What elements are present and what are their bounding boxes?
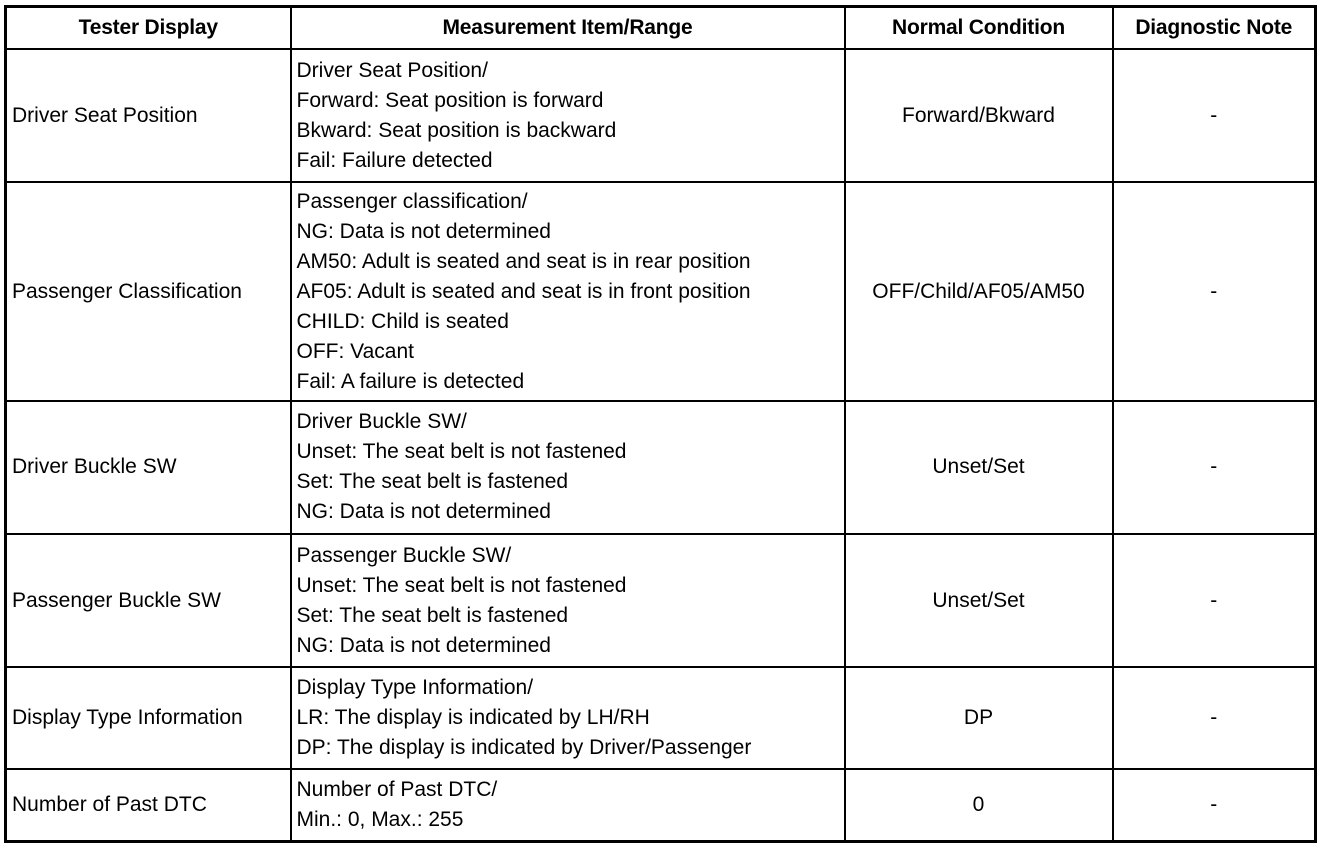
- measurement-cell: [291, 49, 845, 182]
- measurement-line: Passenger classification/: [296, 189, 528, 213]
- tester-display-cell: Driver Seat Position: [6, 49, 291, 182]
- normal-condition-cell: Forward/Bkward: [845, 49, 1113, 182]
- measurement-line: Set: The seat belt is fastened: [296, 470, 569, 494]
- measurement-line: Unset: The seat belt is not fastened: [296, 573, 627, 597]
- normal-condition-cell: OFF/Child/AF05/AM50: [845, 182, 1113, 401]
- measurement-line: NG: Data is not determined: [296, 219, 551, 243]
- table-row: [6, 182, 1316, 401]
- tester-display-cell: Display Type Information: [6, 667, 291, 769]
- diagnostic-note-cell: -: [1113, 401, 1316, 534]
- normal-condition-cell: DP: [845, 667, 1113, 769]
- measurement-line: Forward: Seat position is forward: [296, 88, 604, 112]
- tester-display-cell: Number of Past DTC: [6, 769, 291, 841]
- table-row: [6, 49, 1316, 182]
- measurement-line: OFF: Vacant: [296, 339, 414, 363]
- tester-display-cell: Passenger Classification: [6, 182, 291, 401]
- header-tester-display: Tester Display: [6, 7, 291, 50]
- measurement-cell: [291, 182, 845, 401]
- measurement-line: Bkward: Seat position is backward: [296, 118, 617, 142]
- measurement-cell: [291, 769, 845, 841]
- measurement-cell: [291, 667, 845, 769]
- measurement-line: Set: The seat belt is fastened: [296, 603, 569, 627]
- table-row: [6, 401, 1316, 534]
- measurement-line: Driver Buckle SW/: [296, 410, 467, 434]
- tester-data-table: [4, 5, 1317, 843]
- measurement-line: Fail: Failure detected: [296, 148, 493, 172]
- measurement-line: Passenger Buckle SW/: [296, 543, 512, 567]
- diagnostic-note-cell: -: [1113, 769, 1316, 841]
- table-row: [6, 667, 1316, 769]
- measurement-line: NG: Data is not determined: [296, 500, 551, 524]
- normal-condition-cell: Unset/Set: [845, 401, 1113, 534]
- measurement-line: Display Type Information/: [296, 676, 534, 700]
- measurement-line: Unset: The seat belt is not fastened: [296, 440, 627, 464]
- measurement-line: Min.: 0, Max.: 255: [296, 808, 464, 832]
- tester-display-cell: Driver Buckle SW: [6, 401, 291, 534]
- normal-condition-cell: 0: [845, 769, 1113, 841]
- diagnostic-note-cell: -: [1113, 49, 1316, 182]
- diagnostic-note-cell: -: [1113, 534, 1316, 667]
- table-row: [6, 769, 1316, 841]
- measurement-line: LR: The display is indicated by LH/RH: [296, 706, 650, 730]
- tester-display-cell: Passenger Buckle SW: [6, 534, 291, 667]
- header-measurement-item-range: Measurement Item/Range: [291, 7, 845, 50]
- header-diagnostic-note: Diagnostic Note: [1113, 7, 1316, 50]
- measurement-line: AF05: Adult is seated and seat is in front position: [296, 279, 751, 303]
- measurement-line: DP: The display is indicated by Driver/Passenger: [296, 736, 752, 760]
- measurement-line: CHILD: Child is seated: [296, 309, 509, 333]
- table-header-row: [6, 7, 1316, 50]
- measurement-line: NG: Data is not determined: [296, 633, 551, 657]
- diagnostic-note-cell: -: [1113, 182, 1316, 401]
- measurement-line: Driver Seat Position/: [296, 58, 488, 82]
- diagnostic-note-cell: -: [1113, 667, 1316, 769]
- measurement-line: Fail: A failure is detected: [296, 369, 525, 393]
- table-row: [6, 534, 1316, 667]
- header-normal-condition: Normal Condition: [845, 7, 1113, 50]
- measurement-line: AM50: Adult is seated and seat is in rear position: [296, 249, 751, 273]
- measurement-cell: [291, 534, 845, 667]
- measurement-cell: [291, 401, 845, 534]
- measurement-line: Number of Past DTC/: [296, 778, 498, 802]
- normal-condition-cell: Unset/Set: [845, 534, 1113, 667]
